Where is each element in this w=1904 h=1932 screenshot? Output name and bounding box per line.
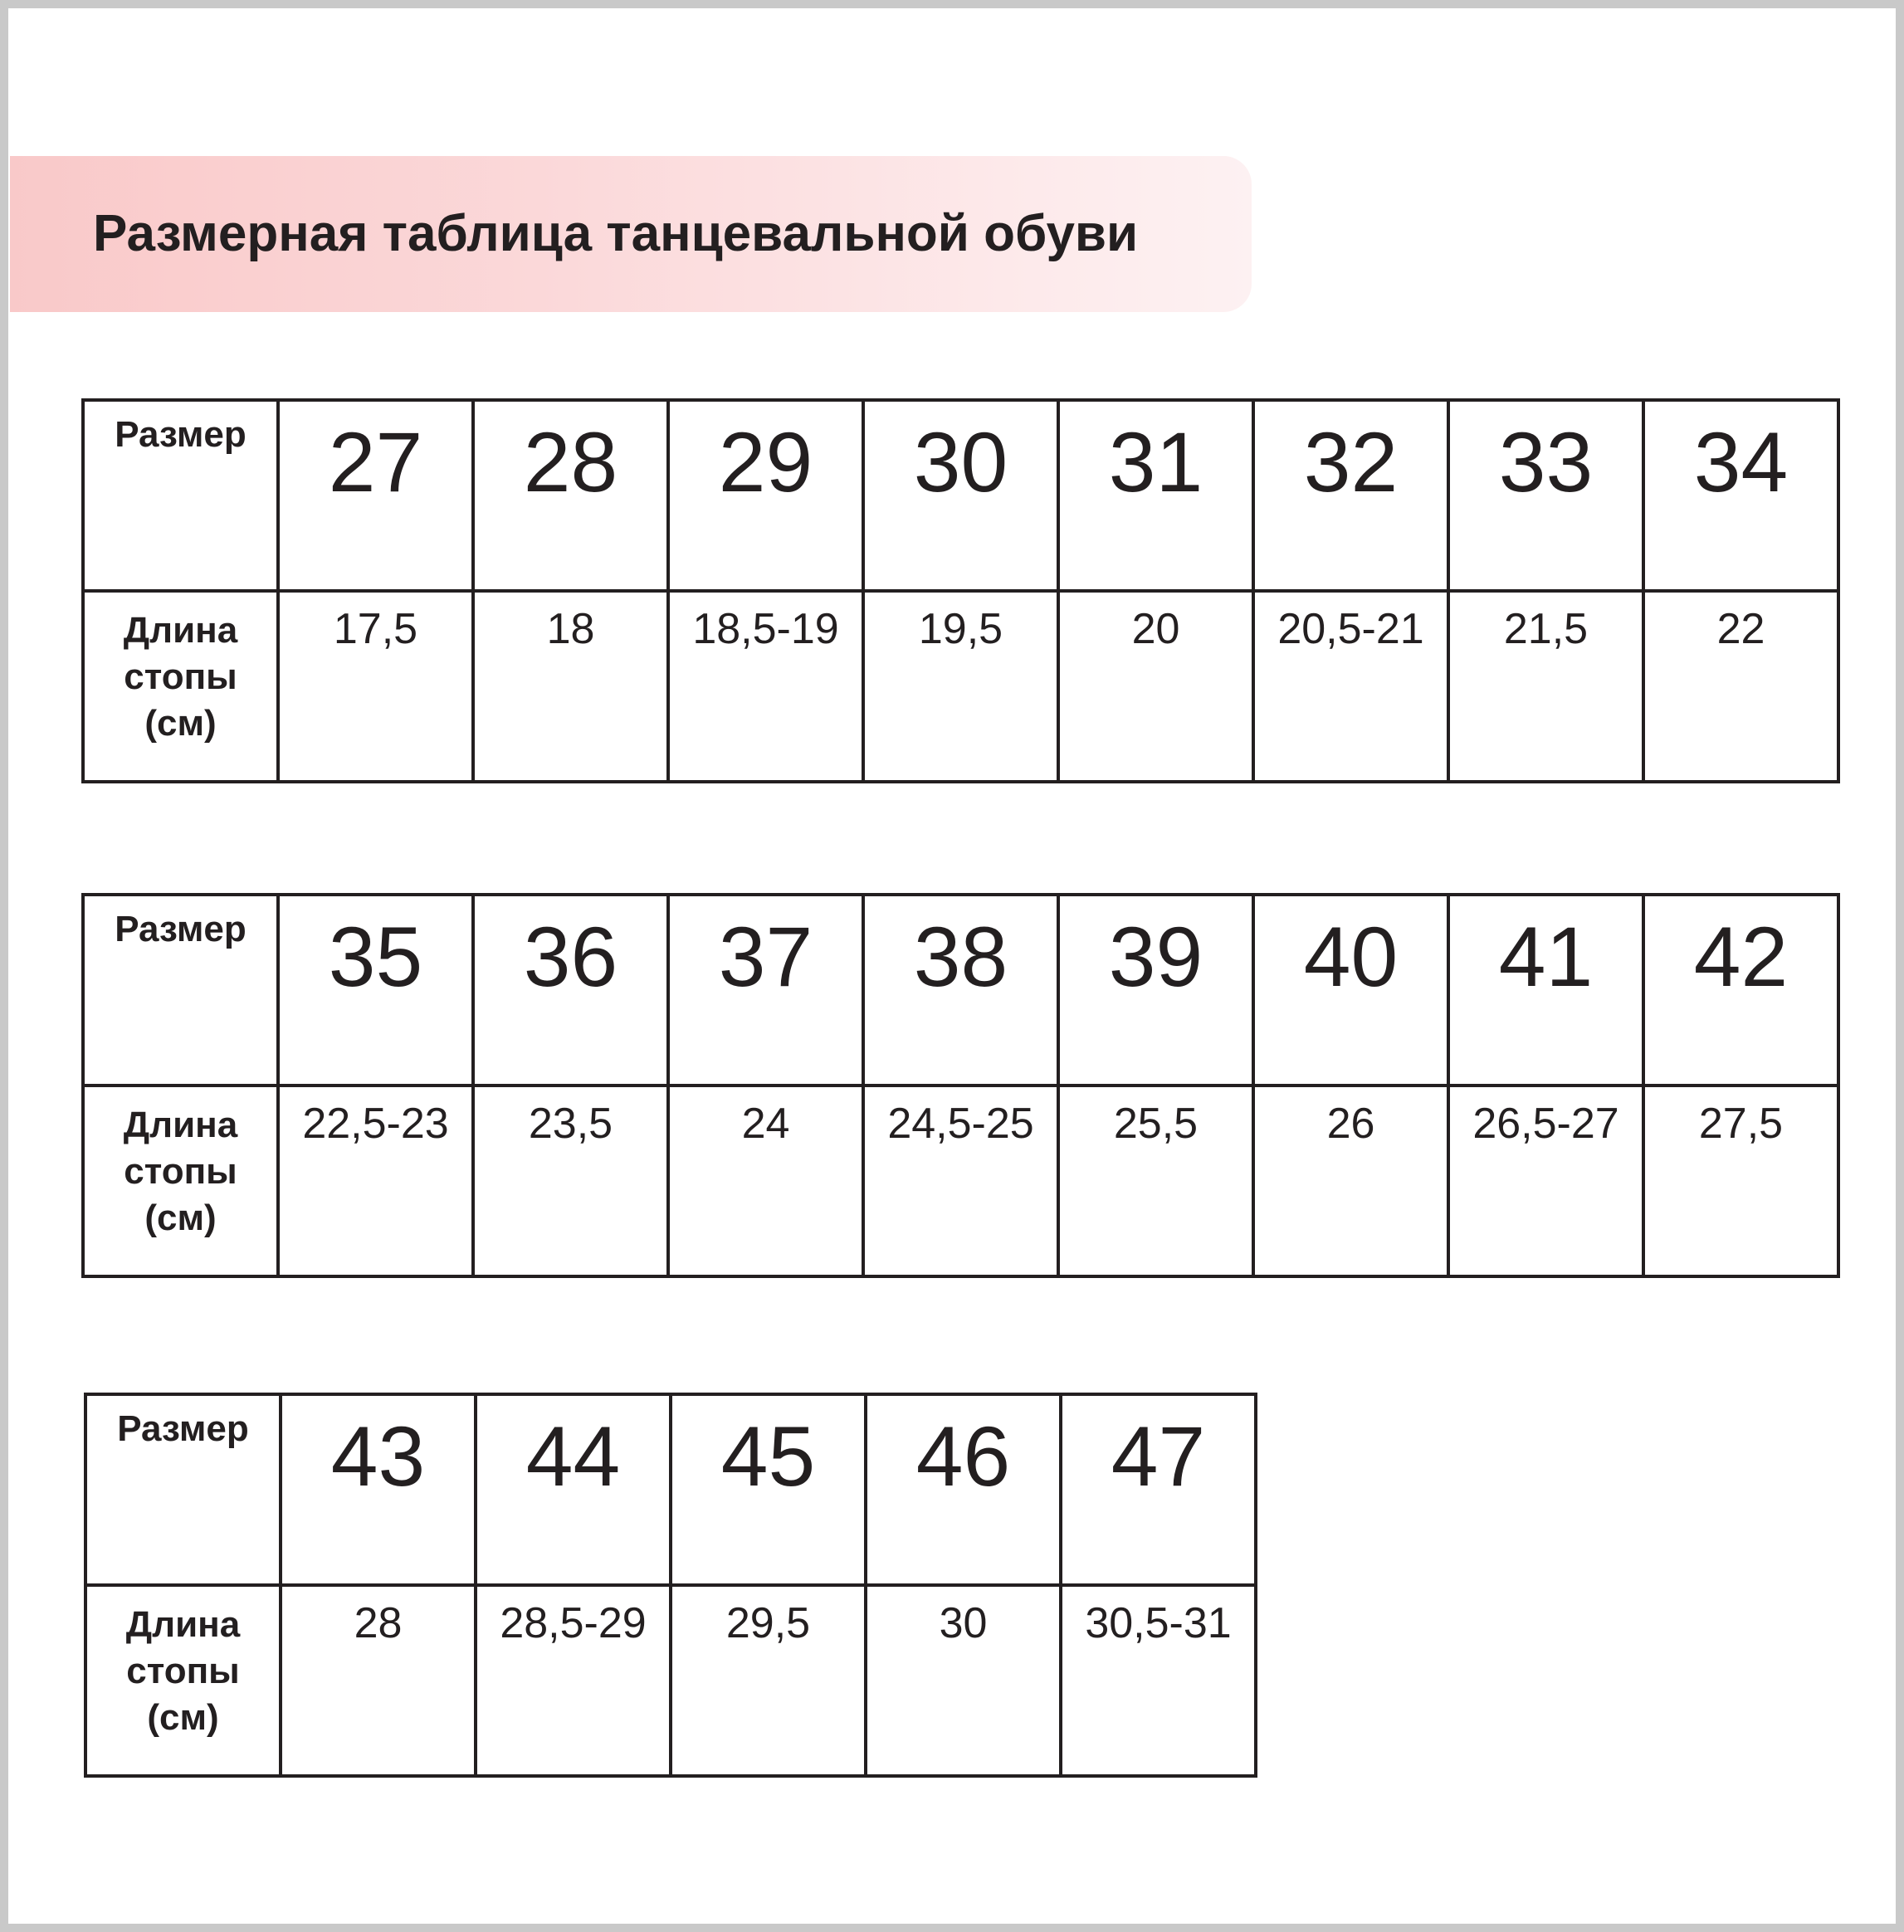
length-value: 19,5 <box>918 605 1003 653</box>
size-cell <box>668 400 863 591</box>
length-label <box>85 1087 276 1242</box>
length-value: 30 <box>939 1599 988 1647</box>
length-label-line: стопы <box>124 656 237 697</box>
length-value: 23,5 <box>528 1100 613 1148</box>
length-value: 21,5 <box>1503 605 1589 653</box>
length-value: 30,5-31 <box>1085 1599 1232 1647</box>
size-value: 32 <box>1303 415 1399 510</box>
length-value: 17,5 <box>333 605 418 653</box>
length-cell <box>1058 1086 1253 1276</box>
size-cell <box>278 895 473 1086</box>
length-row <box>83 1086 1838 1276</box>
size-table-1 <box>81 398 1840 783</box>
size-cell <box>278 400 473 591</box>
length-cell <box>671 1585 866 1776</box>
length-label-line: (см) <box>147 1697 219 1738</box>
length-cell <box>476 1585 671 1776</box>
length-label-line: (см) <box>144 1198 217 1238</box>
length-cell <box>1643 1086 1838 1276</box>
size-cell <box>863 400 1058 591</box>
length-label-line: Длина <box>123 1105 238 1145</box>
length-value: 26,5-27 <box>1472 1100 1619 1148</box>
size-label: Размер <box>117 1408 249 1449</box>
size-value: 42 <box>1693 910 1789 1004</box>
size-value: 30 <box>913 415 1008 510</box>
size-cell <box>1448 400 1643 591</box>
length-cell <box>278 1086 473 1276</box>
size-value: 35 <box>328 910 423 1004</box>
length-cell <box>473 1086 668 1276</box>
size-value: 39 <box>1108 910 1203 1004</box>
size-cell <box>473 400 668 591</box>
length-cell <box>1643 591 1838 782</box>
size-cell <box>671 1394 866 1585</box>
length-label-line: Длина <box>123 610 238 651</box>
size-value: 41 <box>1498 910 1594 1004</box>
size-cell <box>866 1394 1061 1585</box>
size-value: 37 <box>718 910 813 1004</box>
size-value: 40 <box>1303 910 1399 1004</box>
size-label-cell <box>83 400 278 591</box>
size-value: 31 <box>1108 415 1203 510</box>
size-value: 44 <box>525 1409 621 1504</box>
length-cell <box>1253 1086 1448 1276</box>
length-cell <box>863 1086 1058 1276</box>
size-cell <box>1448 895 1643 1086</box>
length-value: 24,5-25 <box>887 1100 1034 1148</box>
size-table-2 <box>81 893 1840 1278</box>
length-value: 28,5-29 <box>500 1599 647 1647</box>
length-cell <box>473 591 668 782</box>
length-value: 20 <box>1131 605 1180 653</box>
size-cell <box>1253 895 1448 1086</box>
page-title: Размерная таблица танцевальной обуви <box>93 205 1139 262</box>
size-value: 27 <box>328 415 423 510</box>
size-cell <box>863 895 1058 1086</box>
size-table-3 <box>84 1393 1257 1778</box>
length-cell <box>278 591 473 782</box>
size-cell <box>473 895 668 1086</box>
length-label-line: Длина <box>125 1604 241 1645</box>
length-value: 27,5 <box>1698 1100 1784 1148</box>
length-value: 18 <box>546 605 595 653</box>
length-cell <box>866 1585 1061 1776</box>
length-row <box>83 591 1838 782</box>
length-label-line: стопы <box>126 1651 240 1691</box>
size-value: 47 <box>1111 1409 1206 1504</box>
size-row <box>85 1394 1256 1585</box>
size-value: 43 <box>330 1409 426 1504</box>
size-cell <box>1061 1394 1256 1585</box>
size-value: 28 <box>523 415 618 510</box>
length-cell <box>1253 591 1448 782</box>
size-label: Размер <box>115 909 247 949</box>
size-cell <box>1643 895 1838 1086</box>
length-value: 24 <box>741 1100 790 1148</box>
size-value: 36 <box>523 910 618 1004</box>
length-label <box>85 593 276 747</box>
length-value: 22,5-23 <box>302 1100 449 1148</box>
length-label-cell <box>83 591 278 782</box>
size-cell <box>1253 400 1448 591</box>
size-cell <box>281 1394 476 1585</box>
length-value: 28 <box>354 1599 403 1647</box>
size-cell <box>1058 895 1253 1086</box>
length-row <box>85 1585 1256 1776</box>
length-value: 18,5-19 <box>692 605 839 653</box>
size-label: Размер <box>115 414 247 455</box>
length-value: 22 <box>1716 605 1765 653</box>
length-label-cell <box>83 1086 278 1276</box>
length-label-cell <box>85 1585 281 1776</box>
size-label-cell <box>85 1394 281 1585</box>
length-cell <box>1058 591 1253 782</box>
size-row <box>83 400 1838 591</box>
size-value: 45 <box>720 1409 816 1504</box>
length-value: 20,5-21 <box>1277 605 1424 653</box>
length-value: 25,5 <box>1113 1100 1199 1148</box>
length-value: 29,5 <box>725 1599 811 1647</box>
size-row <box>83 895 1838 1086</box>
size-cell <box>1058 400 1253 591</box>
title-banner <box>10 156 1252 312</box>
length-cell <box>863 591 1058 782</box>
size-value: 29 <box>718 415 813 510</box>
size-value: 46 <box>915 1409 1011 1504</box>
length-cell <box>1061 1585 1256 1776</box>
length-cell <box>668 591 863 782</box>
size-value: 33 <box>1498 415 1594 510</box>
length-label-line: стопы <box>124 1151 237 1192</box>
length-cell <box>668 1086 863 1276</box>
size-cell <box>476 1394 671 1585</box>
length-label <box>87 1587 279 1741</box>
size-cell <box>1643 400 1838 591</box>
length-cell <box>1448 591 1643 782</box>
length-value: 26 <box>1326 1100 1375 1148</box>
size-value: 34 <box>1693 415 1789 510</box>
length-label-line: (см) <box>144 703 217 744</box>
size-value: 38 <box>913 910 1008 1004</box>
length-cell <box>281 1585 476 1776</box>
size-label-cell <box>83 895 278 1086</box>
length-cell <box>1448 1086 1643 1276</box>
size-cell <box>668 895 863 1086</box>
